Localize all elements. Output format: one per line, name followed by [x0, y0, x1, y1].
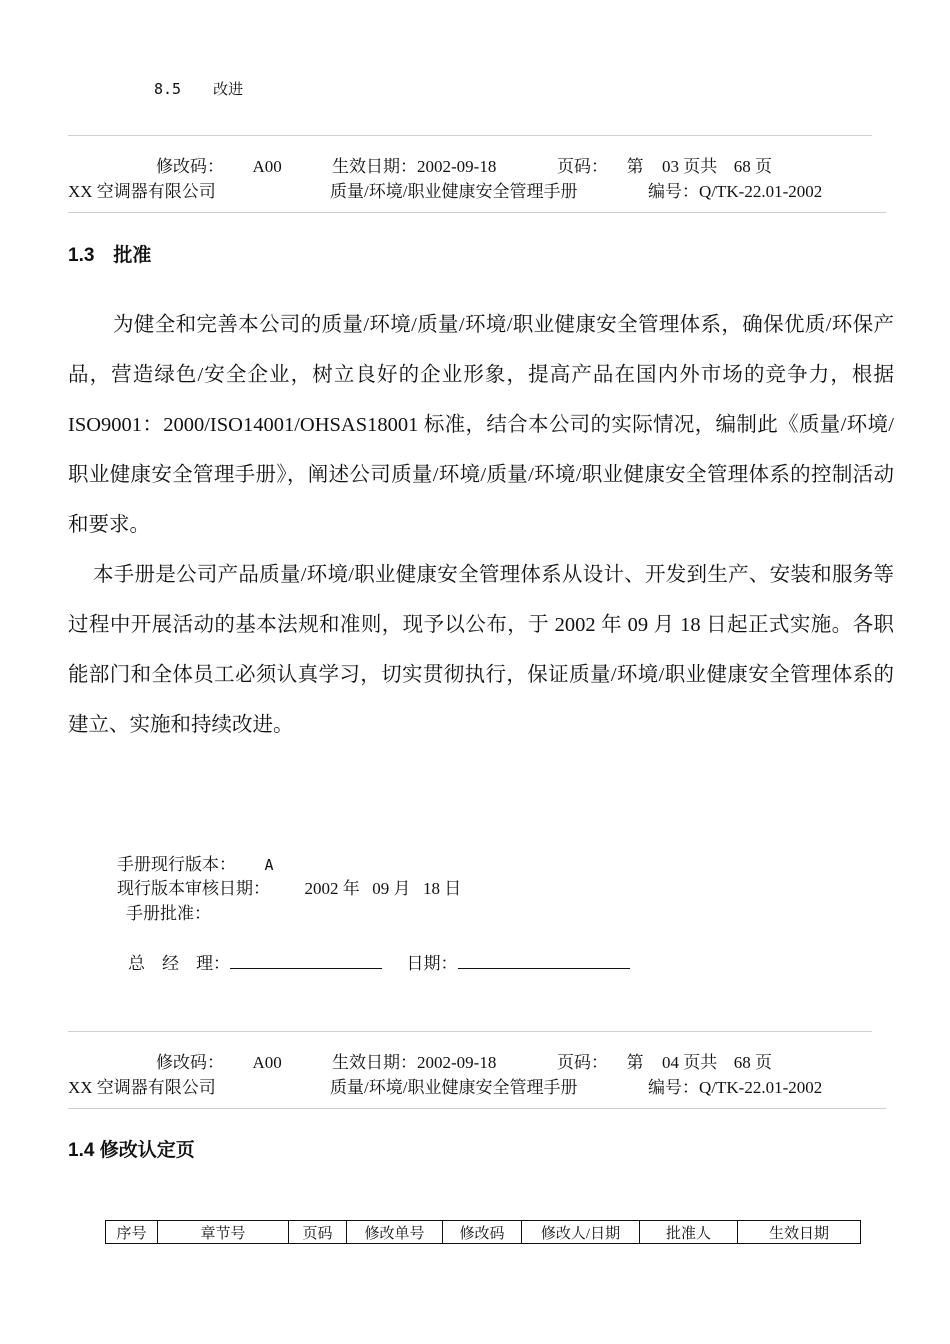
rev-label: 修改码：: [156, 157, 224, 176]
company-name: XX 空调器有限公司: [68, 182, 216, 201]
page-label: 页码：: [557, 1053, 608, 1072]
manual-version: [117, 850, 274, 875]
rev-label: 修改码：: [156, 1053, 224, 1072]
manual-title: 质量/环境/职业健康安全管理手册: [330, 182, 578, 201]
table-header-cell: 生效日期: [738, 1221, 861, 1244]
table-header-row: [106, 1221, 861, 1244]
page-total: 68: [733, 157, 751, 176]
review-label: 现行版本审核日期：: [117, 879, 270, 898]
table-header-cell: 页码: [289, 1221, 347, 1244]
table-header-cell: 批准人: [640, 1221, 738, 1244]
page-mid: 页共: [683, 157, 718, 176]
doc-number: [648, 1073, 822, 1098]
version-value: A: [264, 856, 274, 874]
date-label: 生效日期：: [332, 1053, 417, 1072]
sign-date-blank: [458, 952, 630, 969]
gm-label: 总 经 理：: [128, 954, 230, 973]
signature-line: [128, 949, 630, 974]
version-label: 手册现行版本：: [117, 855, 236, 874]
footer-page: [557, 152, 772, 177]
manual-title: 质量/环境/职业健康安全管理手册: [330, 1078, 578, 1097]
footer-date: [332, 152, 496, 177]
doc-number: [648, 177, 822, 202]
footer-date: [332, 1048, 496, 1073]
table-header-cell: 修改码: [443, 1221, 522, 1244]
sign-date-label: 日期：: [406, 954, 458, 973]
page-prefix: 第: [626, 1053, 644, 1072]
page-total: 68: [733, 1053, 751, 1072]
page-prefix: 第: [626, 157, 644, 176]
date-label: 生效日期：: [332, 157, 417, 176]
section-heading-1-3: 1.3 批准: [68, 245, 152, 266]
toc-item-8-5: [154, 78, 243, 99]
header-divider: [68, 212, 886, 213]
review-year: 2002: [304, 879, 339, 898]
approval-paragraph-1: 为健全和完善本公司的质量/环境/质量/环境/职业健康安全管理体系，确保优质/环保产品，营造绿色/安全企业，树立良好的企业形象，提高产品在国内外市场的竞争力，根据 ISO9001：2000/ISO14001/OHSAS18001 标准，结合本公司的实际情况，编制此《质量/环境/职业健康安全管理手册》，阐述公司质量/环境/质量/环境/职业健康安全管理体系的控制活动和要求。: [68, 314, 894, 536]
revision-table: [105, 1220, 861, 1244]
review-month: 09: [372, 879, 390, 898]
review-day-unit: 日: [444, 879, 462, 898]
page-number: 03: [662, 157, 679, 176]
table-header-cell: 章节号: [158, 1221, 289, 1244]
review-month-unit: 月: [393, 879, 411, 898]
review-day: 18: [423, 879, 440, 898]
page-label: 页码：: [557, 157, 608, 176]
header-divider: [68, 1108, 886, 1109]
docno-label: 编号：: [648, 1078, 699, 1097]
effective-date: 2002-09-18: [417, 157, 497, 176]
footer-divider-top: [68, 1031, 872, 1032]
review-year-unit: 年: [342, 879, 360, 898]
docno-label: 编号：: [648, 182, 699, 201]
page-suffix: 页: [755, 1053, 772, 1072]
effective-date: 2002-09-18: [417, 1053, 497, 1072]
page-suffix: 页: [755, 157, 772, 176]
approval-label: 手册批准：: [126, 904, 211, 923]
page-number: 04: [662, 1053, 679, 1072]
gm-signature-blank: [230, 952, 382, 969]
table-header-cell: 修改人/日期: [522, 1221, 640, 1244]
footer-rev-row: [156, 152, 282, 177]
footer-divider-top: [68, 135, 872, 136]
rev-code: A00: [252, 1053, 282, 1072]
toc-item-number: 8.5: [154, 80, 182, 98]
footer-page: [557, 1048, 772, 1073]
table-header-cell: 修改单号: [347, 1221, 443, 1244]
toc-item-label: 改进: [213, 80, 244, 98]
company-name: XX 空调器有限公司: [68, 1078, 216, 1097]
docno-value: Q/TK-22.01-2002: [699, 1078, 823, 1097]
page-mid: 页共: [683, 1053, 718, 1072]
table-header-cell: 序号: [106, 1221, 158, 1244]
footer-rev-row: [156, 1048, 282, 1073]
review-date: [117, 874, 461, 899]
docno-value: Q/TK-22.01-2002: [699, 182, 823, 201]
rev-code: A00: [252, 157, 282, 176]
section-heading-1-4: 1.4 修改认定页: [68, 1140, 195, 1161]
approval-paragraph-2: 本手册是公司产品质量/环境/职业健康安全管理体系从设计、开发到生产、安装和服务等过程中开展活动的基本法规和准则，现予以公布，于 2002 年 09 月 18 日起正式实施。各职能部门和全体员工必须认真学习，切实贯彻执行，保证质量/环境/职业健康安全管理体系的建立、实施和持续改进。: [68, 564, 894, 736]
